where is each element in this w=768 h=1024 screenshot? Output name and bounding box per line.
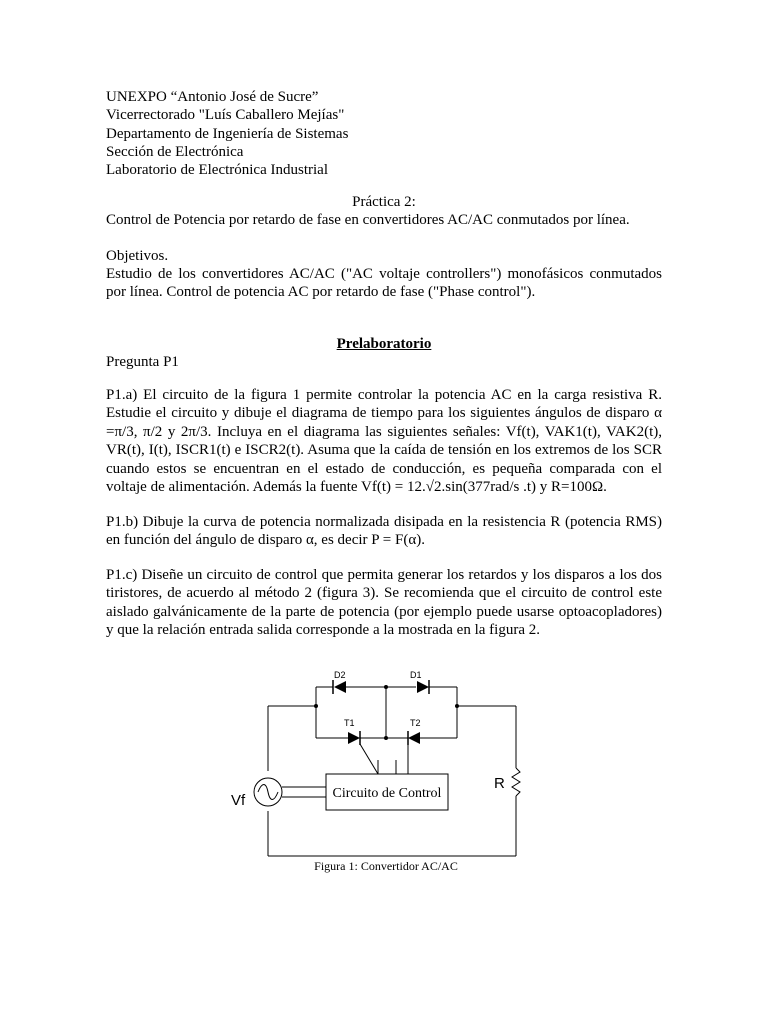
resistor-symbol bbox=[512, 768, 520, 796]
label-r: R bbox=[494, 775, 505, 792]
label-vf: Vf bbox=[231, 792, 246, 809]
label-d2: D2 bbox=[334, 670, 346, 680]
thyristor-t1-symbol bbox=[348, 731, 360, 745]
practice-title: Control de Potencia por retardo de fase en convertidores AC/AC conmutados por línea. bbox=[106, 212, 630, 228]
circuit-figure bbox=[231, 656, 536, 880]
junction-left bbox=[314, 704, 318, 708]
header-line-vicerrectorado: Vicerrectorado "Luís Caballero Mejías" bbox=[106, 107, 345, 124]
figure-caption: Figura 1: Convertidor AC/AC bbox=[314, 859, 458, 873]
circuit-diagram bbox=[231, 656, 536, 880]
prelab-question: Pregunta P1 bbox=[106, 354, 179, 370]
diode-d2-symbol bbox=[333, 680, 346, 694]
label-t2: T2 bbox=[410, 718, 421, 728]
ac-source-sine bbox=[258, 785, 278, 800]
label-t1: T1 bbox=[344, 718, 355, 728]
header-line-department: Departamento de Ingeniería de Sistemas bbox=[106, 125, 349, 142]
question-p1c: P1.c) Diseñe un circuito de control que permita generar los retardos y los disparos a los dos tiristores, de acuerdo al método 2 (figura 3). Se recomienda que el circuito de control este aislado galvánicamente de la parte de potencia (por ejemplo puede usarse optoacopladores) y que la relación entrada salida corresponde a la mostrada en la figura 2. bbox=[106, 567, 662, 639]
junction-top-middle bbox=[384, 685, 388, 689]
junction-bottom-middle bbox=[384, 736, 388, 740]
diode-d1-symbol bbox=[417, 680, 429, 694]
institution-header bbox=[106, 88, 662, 179]
objectives-text: Estudio de los convertidores AC/AC ("AC voltaje controllers") monofásicos conmutados por línea. Control de potencia AC por retardo de fase ("Phase control"). bbox=[106, 266, 662, 301]
practice-number: Práctica 2: bbox=[352, 194, 416, 210]
header-line-university: UNEXPO “Antonio José de Sucre” bbox=[106, 89, 319, 105]
header-line-section: Sección de Electrónica bbox=[106, 143, 244, 160]
prelab-heading: Prelaboratorio bbox=[336, 336, 432, 352]
thyristor-t2-symbol bbox=[408, 731, 420, 745]
question-p1b: P1.b) Dibuje la curva de potencia normalizada disipada en la resistencia R (potencia RMS) en función del ángulo de disparo α, es decir P = F(α). bbox=[106, 514, 662, 549]
question-p1a: P1.a) El circuito de la figura 1 permite controlar la potencia AC en la carga resistiva R. Estudie el circuito y dibuje el diagrama de tiempo para los siguientes ángulos de disparo α =π/3, π/2 y 2π/3. Incluya en el diagrama las siguientes señales: Vf(t), VAK1(t), VAK2(t), VR(t), I(t), ISCR1(t) e ISCR2(t). Asuma que la caída de tensión en los extremos de los SCR cuando estos se encuentran en el estado de conducción, es pequeña comparada con el voltaje de alimentación. Además la fuente Vf(t) = 12.√2.sin(377rad/s .t) y R=100Ω. bbox=[106, 387, 662, 496]
header-line-laboratory: Laboratorio de Electrónica Industrial bbox=[106, 162, 328, 179]
junction-right bbox=[455, 704, 459, 708]
control-box-label: Circuito de Control bbox=[332, 786, 442, 801]
objectives-heading: Objetivos. bbox=[106, 248, 169, 264]
label-d1: D1 bbox=[410, 670, 422, 680]
wire-gate-t1-a bbox=[360, 744, 378, 774]
